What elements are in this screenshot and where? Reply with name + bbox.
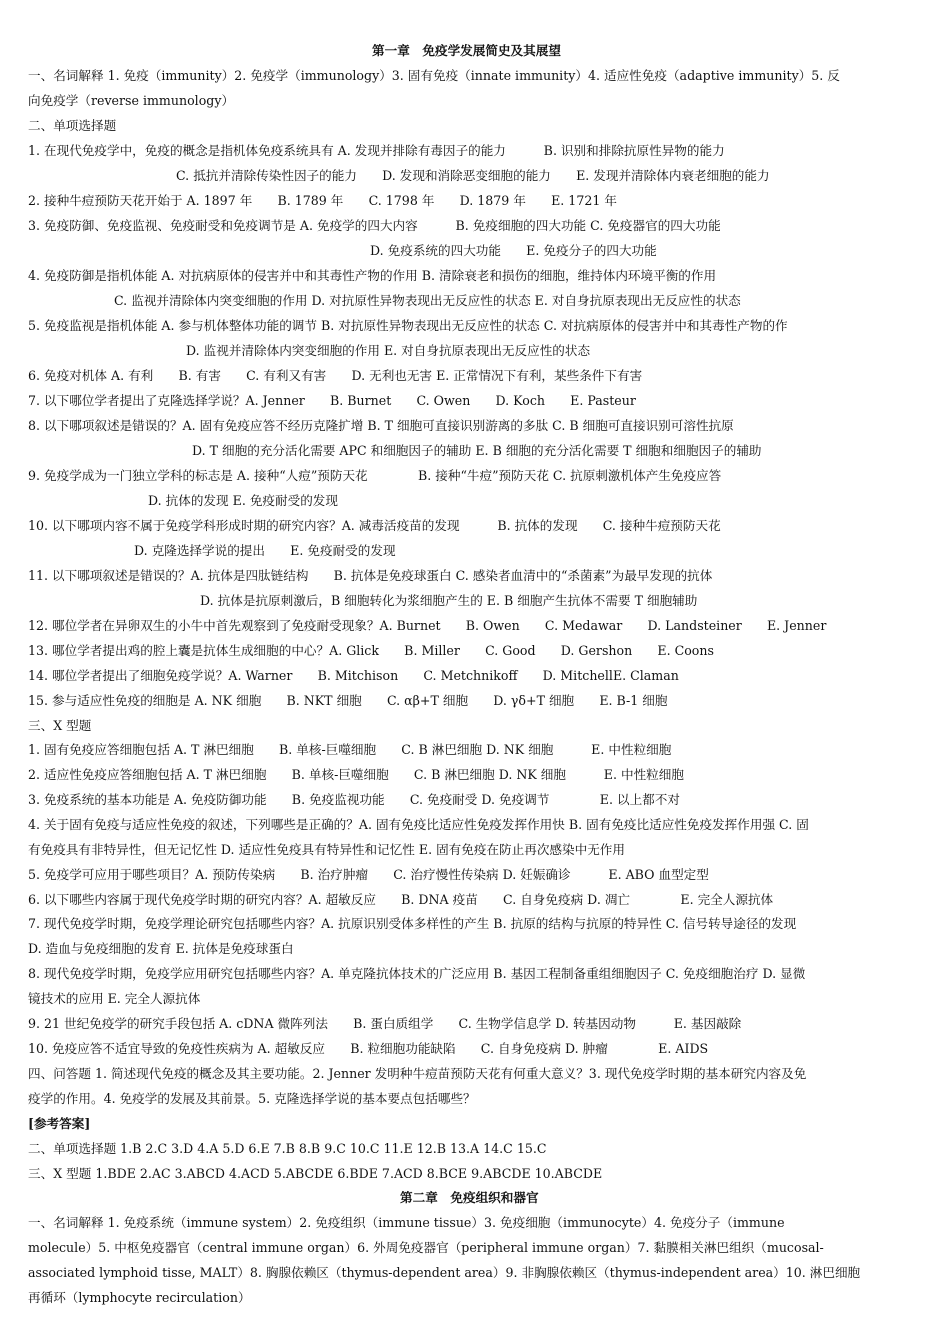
text-line: 有免疫具有非特异性，但无记忆性 D. 适应性免疫具有特异性和记忆性 E. 固有免疫在防止再次感染中无作用 xyxy=(28,842,625,857)
text-line: 疫学的作用。4. 免疫学的发展及其前景。5. 克隆选择学说的基本要点包括哪些？ xyxy=(28,1091,476,1106)
text-line: 8. 以下哪项叙述是错误的？A. 固有免疫应答不经历克隆扩增 B. T 细胞可直接识别游离的多肽 C. B 细胞可直接识别可溶性抗原 xyxy=(28,418,734,433)
text-line: 5. 免疫监视是指机体能 A. 参与机体整体功能的调节 B. 对抗原性异物表现出无反应性的状态 C. 对抗病原体的侵害并中和其毒性产物的作 xyxy=(28,318,788,333)
text-line: 2. 适应性免疫应答细胞包括 A. T 淋巴细胞 B. 单核-巨噬细胞 C. B 淋巴细胞 D. NK 细胞 E. 中性粒细胞 xyxy=(28,767,684,782)
text-line: 3. 免疫防御、免疫监视、免疫耐受和免疫调节是 A. 免疫学的四大内容 B. 免疫细胞的四大功能 C. 免疫器官的四大功能 xyxy=(28,218,721,233)
text-line: 12. 哪位学者在异卵双生的小牛中首先观察到了免疫耐受现象？A. Burnet B. Owen C. Medawar D. Landsteiner E. Jenner xyxy=(28,618,827,633)
text-line: associated lymphoid tisse, MALT）8. 胸腺依赖区（thymus-dependent area）9. 非胸腺依赖区（thymus-independent area）10. 淋巴细胞 xyxy=(28,1265,861,1280)
text-line: 15. 参与适应性免疫的细胞是 A. NK 细胞 B. NKT 细胞 C. αβ+T 细胞 D. γδ+T 细胞 E. B-1 细胞 xyxy=(28,693,668,708)
text-line: 二、单项选择题 xyxy=(28,118,117,133)
text-line: 2. 接种牛痘预防天花开始于 A. 1897 年 B. 1789 年 C. 1798 年 D. 1879 年 E. 1721 年 xyxy=(28,193,617,208)
text-line: D. 监视并清除体内突变细胞的作用 E. 对自身抗原表现出无反应性的状态 xyxy=(186,343,591,358)
text-line: D. 克隆选择学说的提出 E. 免疫耐受的发现 xyxy=(134,543,396,558)
text-line: 三、X 型题 1.BDE 2.AC 3.ABCD 4.ACD 5.ABCDE 6.BDE 7.ACD 8.BCE 9.ABCDE 10.ABCDE xyxy=(28,1166,603,1181)
section-heading: 第一章 免疫学发展简史及其展望 xyxy=(372,43,561,58)
text-line: C. 监视并清除体内突变细胞的作用 D. 对抗原性异物表现出无反应性的状态 E. 对自身抗原表现出无反应性的状态 xyxy=(114,293,741,308)
section-heading: [参考答案] xyxy=(28,1116,91,1131)
text-line: 14. 哪位学者提出了细胞免疫学说？A. Warner B. Mitchison C. Metchnikoff D. MitchellE. Claman xyxy=(28,668,679,683)
text-line: 13. 哪位学者提出鸡的腔上囊是抗体生成细胞的中心？A. Glick B. Miller C. Good D. Gershon E. Coons xyxy=(28,643,714,658)
text-line: molecule）5. 中枢免疫器官（central immune organ）6. 外周免疫器官（peripheral immune organ）7. 黏膜相关淋巴组织（mucosal- xyxy=(28,1240,824,1255)
text-line: 5. 免疫学可应用于哪些项目？A. 预防传染病 B. 治疗肿瘤 C. 治疗慢性传染病 D. 妊娠确诊 E. ABO 血型定型 xyxy=(28,867,709,882)
text-line: 镜技术的应用 E. 完全人源抗体 xyxy=(28,991,201,1006)
text-line: 再循环（lymphocyte recirculation） xyxy=(28,1290,251,1305)
text-line: 四、问答题 1. 简述现代免疫的概念及其主要功能。2. Jenner 发明种牛痘苗预防天花有何重大意义？3. 现代免疫学时期的基本研究内容及免 xyxy=(28,1066,807,1081)
text-line: 11. 以下哪项叙述是错误的？A. 抗体是四肽链结构 B. 抗体是免疫球蛋白 C. 感染者血清中的“杀菌素”为最早发现的抗体 xyxy=(28,568,713,583)
text-line: 10. 以下哪项内容不属于免疫学科形成时期的研究内容？A. 减毒活疫苗的发现 B. 抗体的发现 C. 接种牛痘预防天花 xyxy=(28,518,721,533)
text-line: D. 抗体的发现 E. 免疫耐受的发现 xyxy=(148,493,338,508)
text-line: 9. 21 世纪免疫学的研究手段包括 A. cDNA 微阵列法 B. 蛋白质组学 C. 生物学信息学 D. 转基因动物 E. 基因敲除 xyxy=(28,1016,742,1031)
text-line: 3. 免疫系统的基本功能是 A. 免疫防御功能 B. 免疫监视功能 C. 免疫耐受 D. 免疫调节 E. 以上都不对 xyxy=(28,792,680,807)
text-line: 9. 免疫学成为一门独立学科的标志是 A. 接种“人痘”预防天花 B. 接种“牛痘”预防天花 C. 抗原刺激机体产生免疫应答 xyxy=(28,468,722,483)
text-line: 三、X 型题 xyxy=(28,718,92,733)
text-line: D. 抗体是抗原刺激后，B 细胞转化为浆细胞产生的 E. B 细胞产生抗体不需要 T 细胞辅助 xyxy=(200,593,698,608)
text-line: 6. 以下哪些内容属于现代免疫学时期的研究内容？A. 超敏反应 B. DNA 疫苗 C. 自身免疫病 D. 凋亡 E. 完全人源抗体 xyxy=(28,892,774,907)
text-line: 一、名词解释 1. 免疫（immunity）2. 免疫学（immunology）3. 固有免疫（innate immunity）4. 适应性免疫（adaptive immunity）5. 反 xyxy=(28,68,840,83)
text-line: 向免疫学（reverse immunology） xyxy=(28,93,235,108)
text-line: 1. 固有免疫应答细胞包括 A. T 淋巴细胞 B. 单核-巨噬细胞 C. B 淋巴细胞 D. NK 细胞 E. 中性粒细胞 xyxy=(28,742,672,757)
text-line: 1. 在现代免疫学中，免疫的概念是指机体免疫系统具有 A. 发现并排除有毒因子的能力 B. 识别和排除抗原性异物的能力 xyxy=(28,143,725,158)
text-line: 7. 以下哪位学者提出了克隆选择学说？A. Jenner B. Burnet C. Owen D. Koch E. Pasteur xyxy=(28,393,636,408)
section-heading: 第二章 免疫组织和器官 xyxy=(400,1190,539,1205)
text-line: 一、名词解释 1. 免疫系统（immune system）2. 免疫组织（immune tissue）3. 免疫细胞（immunocyte）4. 免疫分子（immune xyxy=(28,1215,785,1230)
text-line: 6. 免疫对机体 A. 有利 B. 有害 C. 有利又有害 D. 无利也无害 E. 正常情况下有利，某些条件下有害 xyxy=(28,368,643,383)
text-line: 10. 免疫应答不适宜导致的免疫性疾病为 A. 超敏反应 B. 粒细胞功能缺陷 C. 自身免疫病 D. 肿瘤 E. AIDS xyxy=(28,1041,709,1056)
text-line: C. 抵抗并清除传染性因子的能力 D. 发现和消除恶变细胞的能力 E. 发现并清除体内衰老细胞的能力 xyxy=(176,168,770,183)
text-line: 8. 现代免疫学时期，免疫学应用研究包括哪些内容？A. 单克隆抗体技术的广泛应用 B. 基因工程制备重组细胞因子 C. 免疫细胞治疗 D. 显微 xyxy=(28,966,806,981)
text-line: 7. 现代免疫学时期，免疫学理论研究包括哪些内容？A. 抗原识别受体多样性的产生 B. 抗原的结构与抗原的特异性 C. 信号转导途径的发现 xyxy=(28,916,797,931)
text-line: 二、单项选择题 1.B 2.C 3.D 4.A 5.D 6.E 7.B 8.B 9.C 10.C 11.E 12.B 13.A 14.C 15.C xyxy=(28,1141,547,1156)
text-line: D. 造血与免疫细胞的发育 E. 抗体是免疫球蛋白 xyxy=(28,941,294,956)
text-line: 4. 关于固有免疫与适应性免疫的叙述，下列哪些是正确的？A. 固有免疫比适应性免疫发挥作用快 B. 固有免疫比适应性免疫发挥作用强 C. 固 xyxy=(28,817,809,832)
text-line: D. 免疫系统的四大功能 E. 免疫分子的四大功能 xyxy=(370,243,657,258)
text-line: 4. 免疫防御是指机体能 A. 对抗病原体的侵害并中和其毒性产物的作用 B. 清除衰老和损伤的细胞，维持体内环境平衡的作用 xyxy=(28,268,717,283)
text-line: D. T 细胞的充分活化需要 APC 和细胞因子的辅助 E. B 细胞的充分活化需要 T 细胞和细胞因子的辅助 xyxy=(192,443,762,458)
